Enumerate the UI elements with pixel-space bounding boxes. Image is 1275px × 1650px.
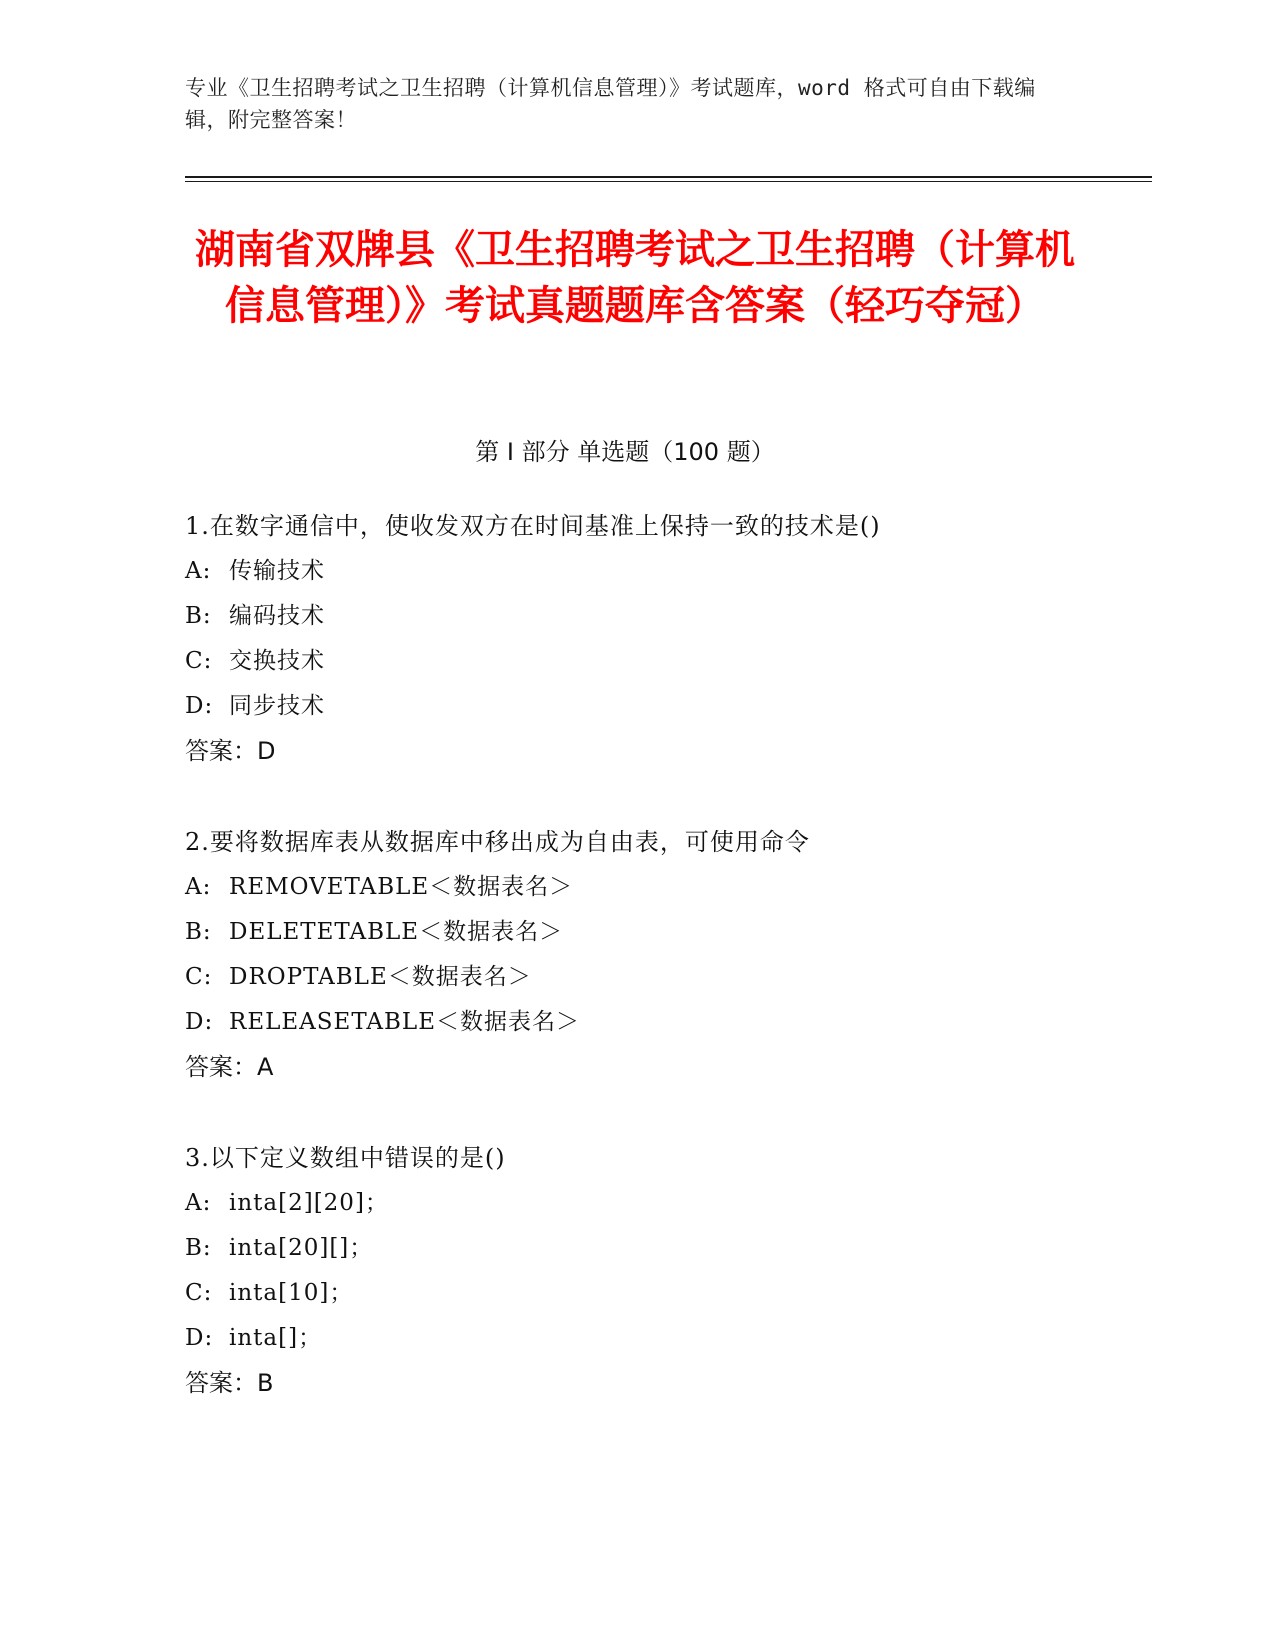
option-key: B: — [185, 1235, 212, 1261]
option-text: REMOVETABLE＜数据表名＞ — [229, 874, 574, 900]
option-d — [185, 1000, 1085, 1045]
option-key: C: — [185, 1280, 213, 1306]
answer-line: 答案：D — [185, 737, 276, 765]
option-text: inta[]； — [229, 1325, 323, 1351]
option-key: C: — [185, 648, 213, 674]
option-a — [185, 1181, 1085, 1226]
option-b — [185, 910, 1085, 955]
option-key: B: — [185, 603, 212, 629]
question-3 — [185, 1136, 1085, 1406]
question-2 — [185, 820, 1085, 1090]
option-key: D: — [185, 693, 214, 719]
option-text: 传输技术 — [229, 558, 325, 584]
option-d — [185, 684, 1085, 729]
header-note: 专业《卫生招聘考试之卫生招聘（计算机信息管理）》考试题库，word 格式可自由下载编辑，附完整答案！ — [185, 76, 1036, 132]
option-key: B: — [185, 919, 212, 945]
option-key: A: — [185, 1190, 212, 1216]
option-text: 编码技术 — [229, 603, 325, 629]
answer-line: 答案：B — [185, 1369, 274, 1397]
option-b — [185, 1226, 1085, 1271]
option-text: 交换技术 — [229, 648, 325, 674]
option-key: A: — [185, 558, 212, 584]
answer-line: 答案：A — [185, 1053, 274, 1081]
option-c — [185, 1271, 1085, 1316]
option-text: inta[2][20]； — [229, 1190, 389, 1216]
question-stem: 3.以下定义数组中错误的是() — [185, 1144, 506, 1172]
option-text: inta[20][]； — [229, 1235, 374, 1261]
option-key: D: — [185, 1009, 214, 1035]
option-d — [185, 1316, 1085, 1361]
question-stem: 1.在数字通信中，使收发双方在时间基准上保持一致的技术是() — [185, 512, 881, 540]
option-key: D: — [185, 1325, 214, 1351]
question-1 — [185, 504, 1085, 774]
option-c — [185, 955, 1085, 1000]
header-divider-thin — [185, 181, 1152, 182]
option-a — [185, 865, 1085, 910]
option-text: DROPTABLE＜数据表名＞ — [229, 964, 532, 990]
question-stem: 2.要将数据库表从数据库中移出成为自由表，可使用命令 — [185, 828, 810, 856]
option-text: 同步技术 — [229, 693, 325, 719]
option-c — [185, 639, 1085, 684]
option-b — [185, 594, 1085, 639]
header-divider-thick — [185, 176, 1152, 178]
option-text: inta[10]； — [229, 1280, 354, 1306]
option-text: RELEASETABLE＜数据表名＞ — [229, 1009, 580, 1035]
document-title: 湖南省双牌县《卫生招聘考试之卫生招聘（计算机信息管理）》考试真题题库含答案（轻巧夺冠） — [195, 227, 1075, 329]
option-key: C: — [185, 964, 213, 990]
option-text: DELETETABLE＜数据表名＞ — [229, 919, 564, 945]
option-key: A: — [185, 874, 212, 900]
option-a — [185, 549, 1085, 594]
section-heading: 第 I 部分 单选题（100 题） — [475, 438, 775, 466]
